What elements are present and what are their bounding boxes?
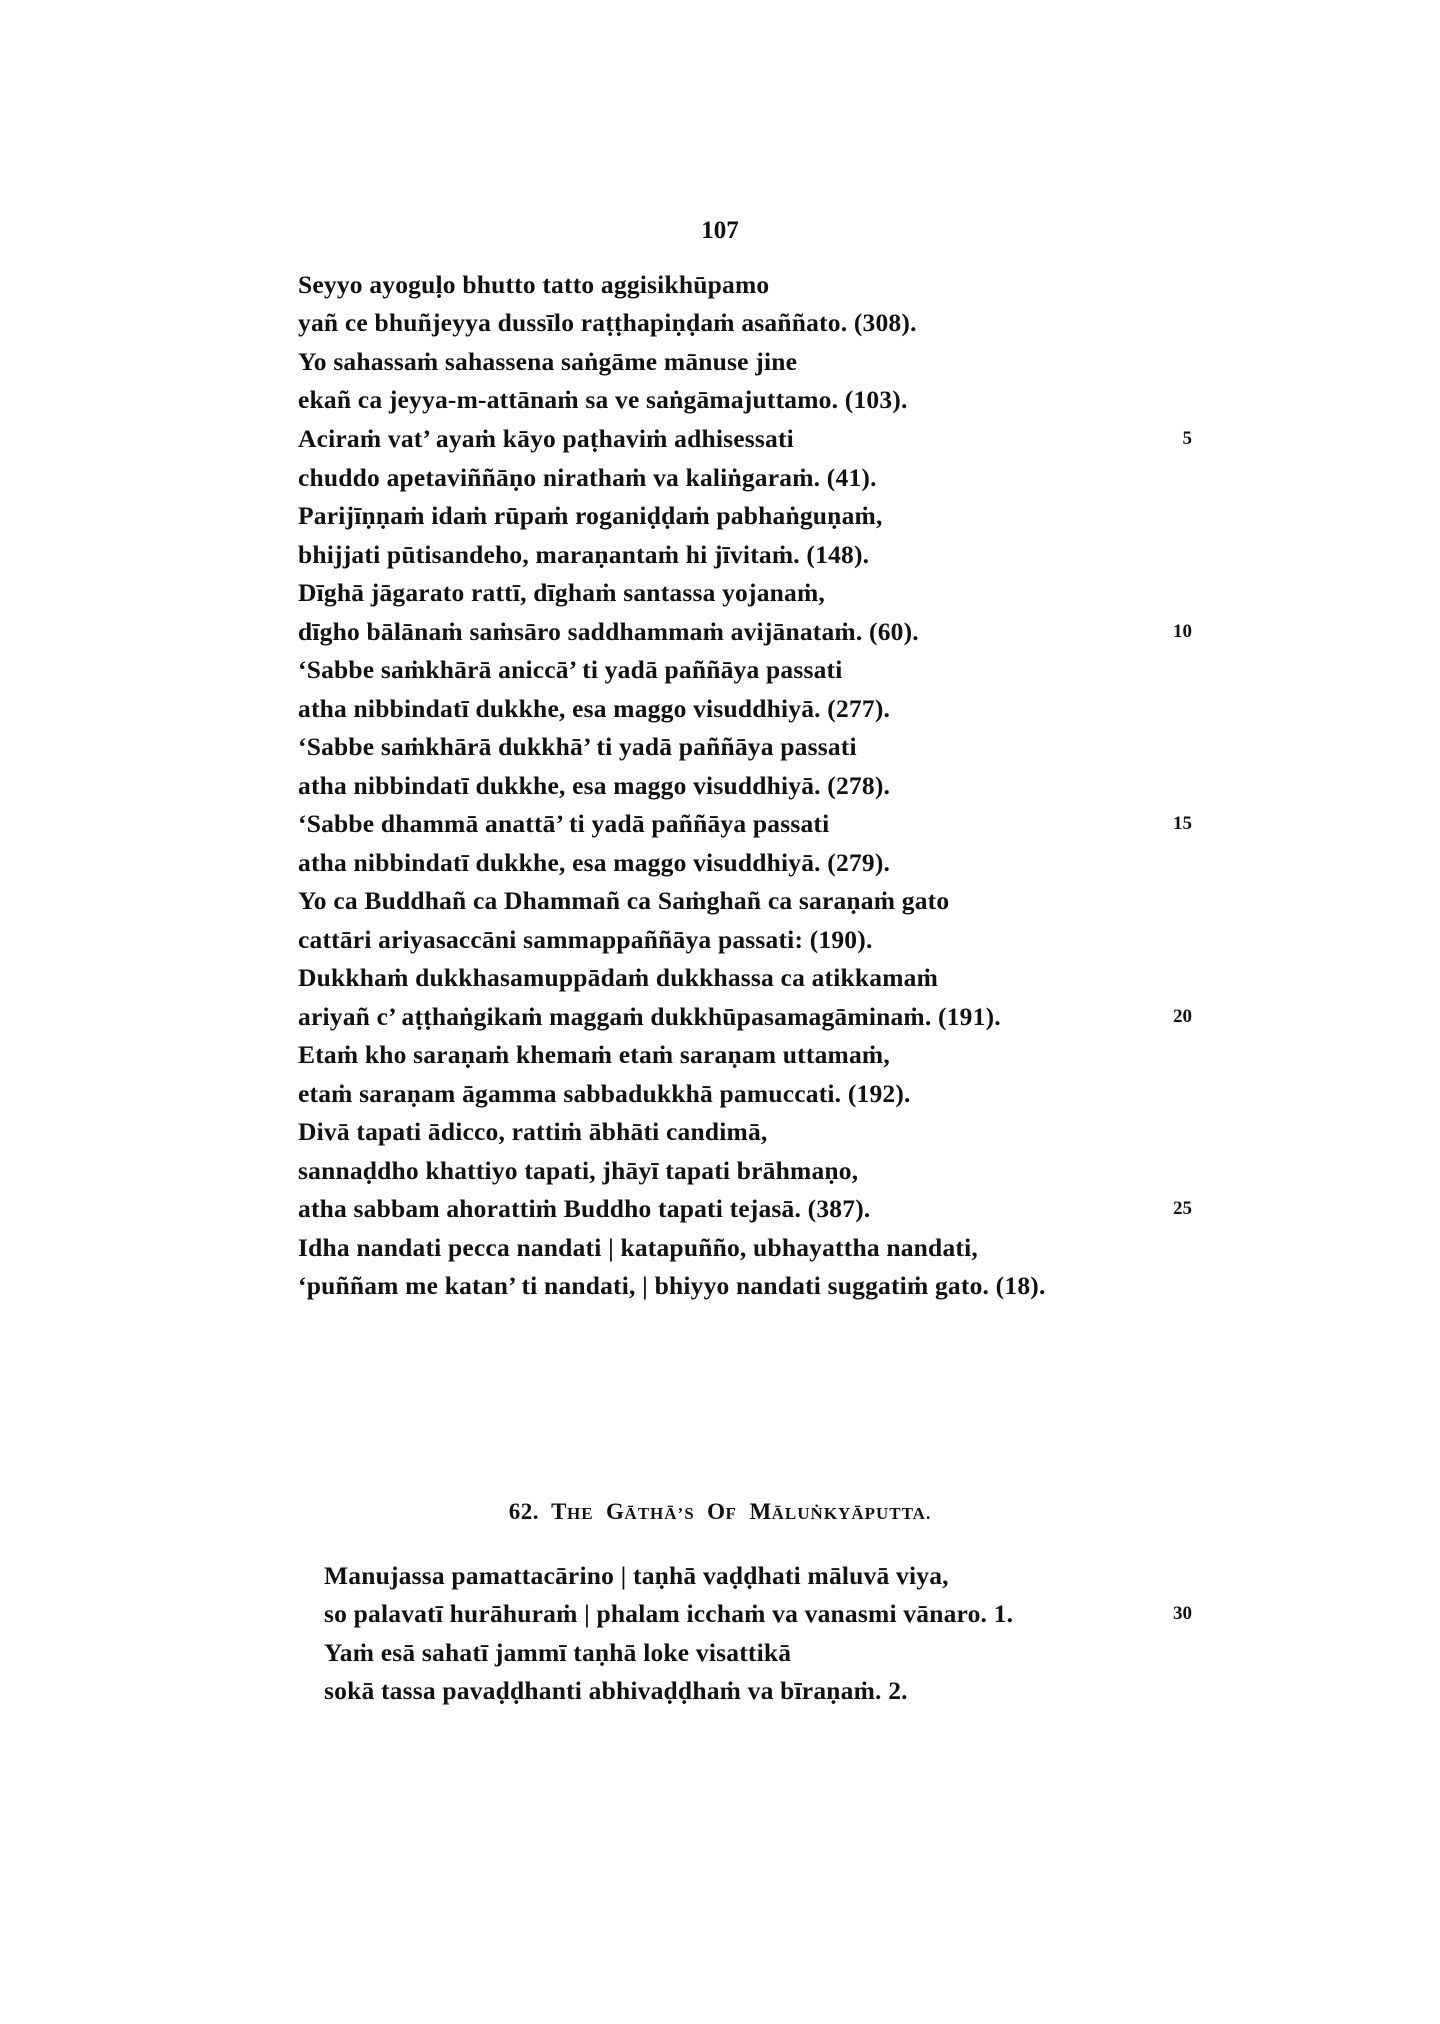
verse-line: atha nibbindatī dukkhe, esa maggo visuddhiyā. (277). [298, 694, 891, 723]
verse-line: Parijīṇṇaṁ idaṁ rūpaṁ roganiḍḍaṁ pabhaṅguṇaṁ, [298, 501, 883, 530]
verse-line: Manujassa pamattacārino | taṇhā vaḍḍhati māluvā viya, [324, 1561, 949, 1590]
verse-line: Seyyo ayoguḷo bhutto tatto aggisikhūpamo [298, 270, 770, 299]
section-word-of: OF [707, 1499, 737, 1524]
verse-line: Etaṁ kho saraṇaṁ khemaṁ etaṁ saraṇam uttamaṁ, [298, 1040, 890, 1069]
verse-line: Yo ca Buddhañ ca Dhammañ ca Saṁghañ ca saraṇaṁ gato [298, 886, 950, 915]
line-number-margin: 30 [1173, 1603, 1192, 1624]
verse-line: ariyañ c’ aṭṭhaṅgikaṁ maggaṁ dukkhūpasamagāminaṁ. (191). [298, 1002, 1001, 1031]
verse-line: dīgho bālānaṁ saṁsāro saddhammaṁ avijānataṁ. (60). [298, 617, 919, 646]
section-word-name: MĀLUṄKYĀPUTTA. [749, 1499, 932, 1524]
verse-line: atha nibbindatī dukkhe, esa maggo visuddhiyā. (278). [298, 771, 891, 800]
verse-line: ‘Sabbe saṁkhārā aniccā’ ti yadā paññāya passati [298, 655, 843, 684]
verse-line: Divā tapati ādicco, rattiṁ ābhāti candimā, [298, 1117, 768, 1146]
section-number: 62. [508, 1499, 540, 1524]
line-number-margin: 10 [1173, 621, 1192, 642]
verse-line: ‘Sabbe saṁkhārā dukkhā’ ti yadā paññāya passati [298, 732, 857, 761]
verse-line: ‘Sabbe dhammā anattā’ ti yadā paññāya passati [298, 809, 830, 838]
line-number-margin: 15 [1173, 813, 1192, 834]
verse-line: bhijjati pūtisandeho, maraṇantaṁ hi jīvitaṁ. (148). [298, 540, 870, 569]
section-word-gatha: GĀTHĀ’S [606, 1499, 695, 1524]
verse-line: Yaṁ esā sahatī jammī taṇhā loke visattikā [324, 1638, 792, 1667]
verse-line: ‘puññam me katan’ ti nandati, | bhiyyo nandati suggatiṁ gato. (18). [298, 1271, 1046, 1300]
verse-line: atha sabbam ahorattiṁ Buddho tapati tejasā. (387). [298, 1194, 871, 1223]
page-number: 107 [701, 217, 739, 244]
verse-line: so palavatī hurāhuraṁ | phalam icchaṁ va vanasmi vānaro. 1. [324, 1599, 1014, 1628]
line-number-margin: 20 [1173, 1006, 1192, 1027]
verse-line: sokā tassa pavaḍḍhanti abhivaḍḍhaṁ va bīraṇaṁ. 2. [324, 1676, 908, 1705]
verse-line: Idha nandati pecca nandati | katapuñño, ubhayattha nandati, [298, 1233, 978, 1262]
verse-line: Yo sahassaṁ sahassena saṅgāme mānuse jine [298, 347, 798, 376]
verse-line: ekañ ca jeyya-m-attānaṁ sa ve saṅgāmajuttamo. (103). [298, 385, 908, 414]
verse-line: atha nibbindatī dukkhe, esa maggo visuddhiyā. (279). [298, 848, 891, 877]
verse-line: cattāri ariyasaccāni sammappaññāya passati: (190). [298, 925, 873, 954]
verse-line: etaṁ saraṇam āgamma sabbadukkhā pamuccati. (192). [298, 1079, 911, 1108]
verse-line: chuddo apetaviññāṇo nirathaṁ va kaliṅgaraṁ. (41). [298, 463, 877, 492]
line-number-margin: 5 [1182, 428, 1192, 449]
verse-line: Dukkhaṁ dukkhasamuppādaṁ dukkhassa ca atikkamaṁ [298, 963, 939, 992]
section-word-the: THE [551, 1499, 594, 1524]
verse-line: sannaḍdho khattiyo tapati, jhāyī tapati brāhmaṇo, [298, 1156, 859, 1185]
verse-line: Dīghā jāgarato rattī, dīghaṁ santassa yojanaṁ, [298, 578, 825, 607]
verse-line: Aciraṁ vat’ ayaṁ kāyo paṭhaviṁ adhisessati [298, 424, 794, 453]
line-number-margin: 25 [1173, 1198, 1192, 1219]
verse-line: yañ ce bhuñjeyya dussīlo raṭṭhapiṇḍaṁ asaññato. (308). [298, 308, 917, 337]
